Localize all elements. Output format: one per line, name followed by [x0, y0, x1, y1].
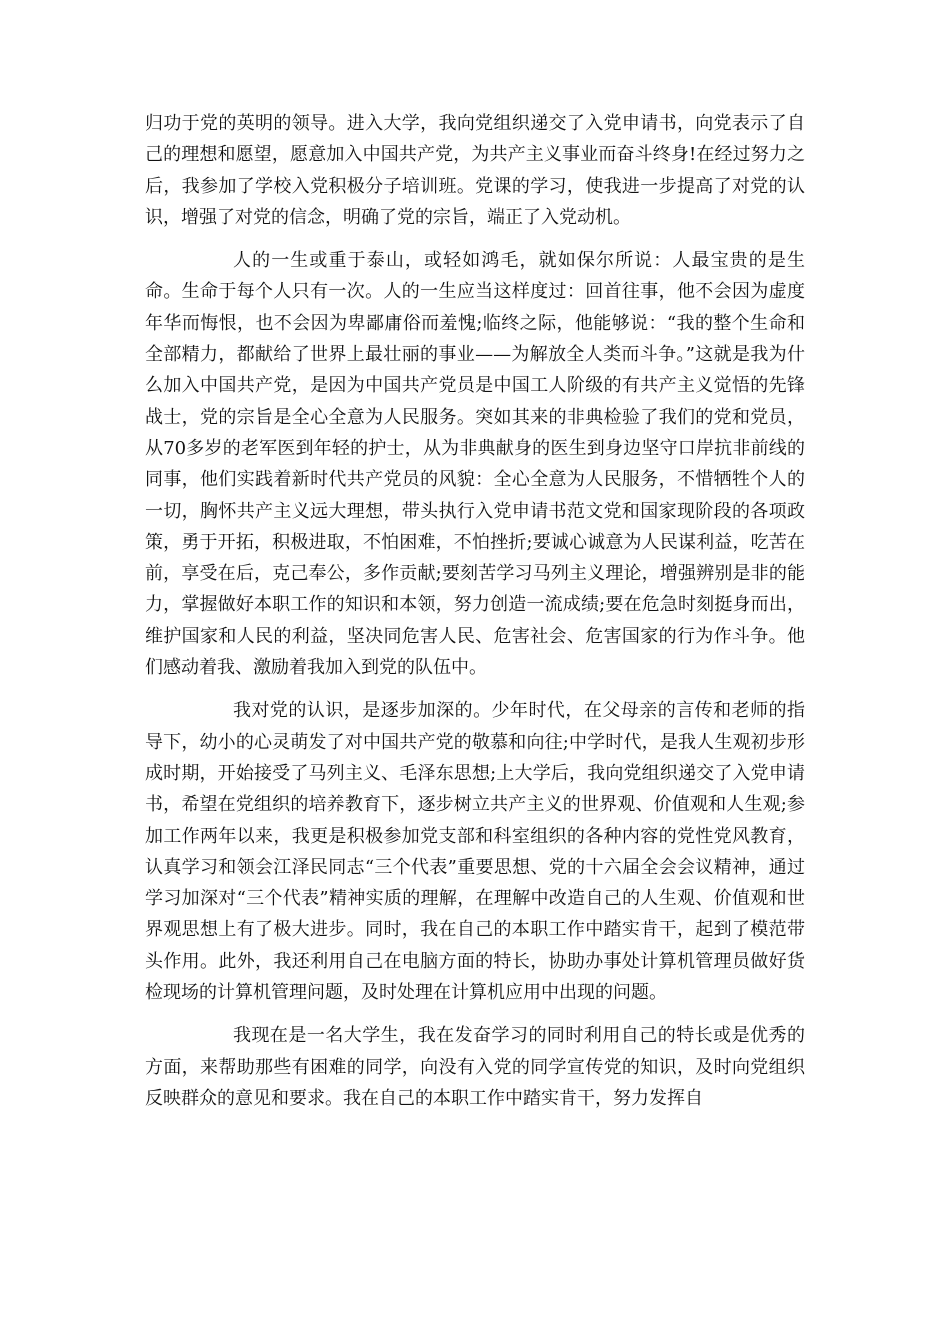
paragraph-2: 人的一生或重于泰山，或轻如鸿毛，就如保尔所说：人最宝贵的是生命。生命于每个人只有一次。人的一生应当这样度过：回首往事，他不会因为虚度年华而悔恨，也不会因为卑鄙庸俗而羞愧;临终之际，他能够说：“我的整个生命和全部精力，都献给了世界上最壮丽的事业——为解放全人类而斗争。”这就是我为什么加入中国共产党，是因为中国共产党员是中国工人阶级的有共产主义觉悟的先锋战士，党的宗旨是全心全意为人民服务。突如其来的非典检验了我们的党和党员，从70多岁的老军医到年轻的护士，从为非典献身的医生到身边坚守口岸抗非前线的同事，他们实践着新时代共产党员的风貌：全心全意为人民服务，不惜牺牲个人的一切，胸怀共产主义远大理想，带头执行入党申请书范文党和国家现阶段的各项政策，勇于开拓，积极进取，不怕困难，不怕挫折;要诚心诚意为人民谋利益，吃苦在前，享受在后，克己奉公，多作贡献;要刻苦学习马列主义理论，增强辨别是非的能力，掌握做好本职工作的知识和本领，努力创造一流成绩;要在危急时刻挺身而出，维护国家和人民的利益，坚决同危害人民、危害社会、危害国家的行为作斗争。他们感动着我、激励着我加入到党的队伍中。	[145, 250, 805, 679]
document-body	[145, 108, 805, 1126]
paragraph-4: 我现在是一名大学生，我在发奋学习的同时利用自己的特长或是优秀的方面，来帮助那些有困难的同学，向没有入党的同学宣传党的知识，及时向党组织反映群众的意见和要求。我在自己的本职工作中踏实肯干，努力发挥自	[145, 1025, 805, 1109]
paragraph-1: 归功于党的英明的领导。进入大学，我向党组织递交了入党申请书，向党表示了自己的理想和愿望，愿意加入中国共产党，为共产主义事业而奋斗终身!在经过努力之后，我参加了学校入党积极分子培训班。党课的学习，使我进一步提高了对党的认识，增强了对党的信念，明确了党的宗旨，端正了入党动机。	[145, 113, 805, 228]
paragraph-3: 我对党的认识，是逐步加深的。少年时代，在父母亲的言传和老师的指导下，幼小的心灵萌发了对中国共产党的敬慕和向往;中学时代，是我人生观初步形成时期，开始接受了马列主义、毛泽东思想;上大学后，我向党组织递交了入党申请书，希望在党组织的培养教育下，逐步树立共产主义的世界观、价值观和人生观;参加工作两年以来，我更是积极参加党支部和科室组织的各种内容的党性党风教育，认真学习和领会江泽民同志“三个代表”重要思想、党的十六届全会会议精神，通过学习加深对“三个代表”精神实质的理解，在理解中改造自己的人生观、价值观和世界观思想上有了极大进步。同时，我在自己的本职工作中踏实肯干，起到了模范带头作用。此外，我还利用自己在电脑方面的特长，协助办事处计算机管理员做好货检现场的计算机管理问题，及时处理在计算机应用中出现的问题。	[145, 700, 805, 1004]
